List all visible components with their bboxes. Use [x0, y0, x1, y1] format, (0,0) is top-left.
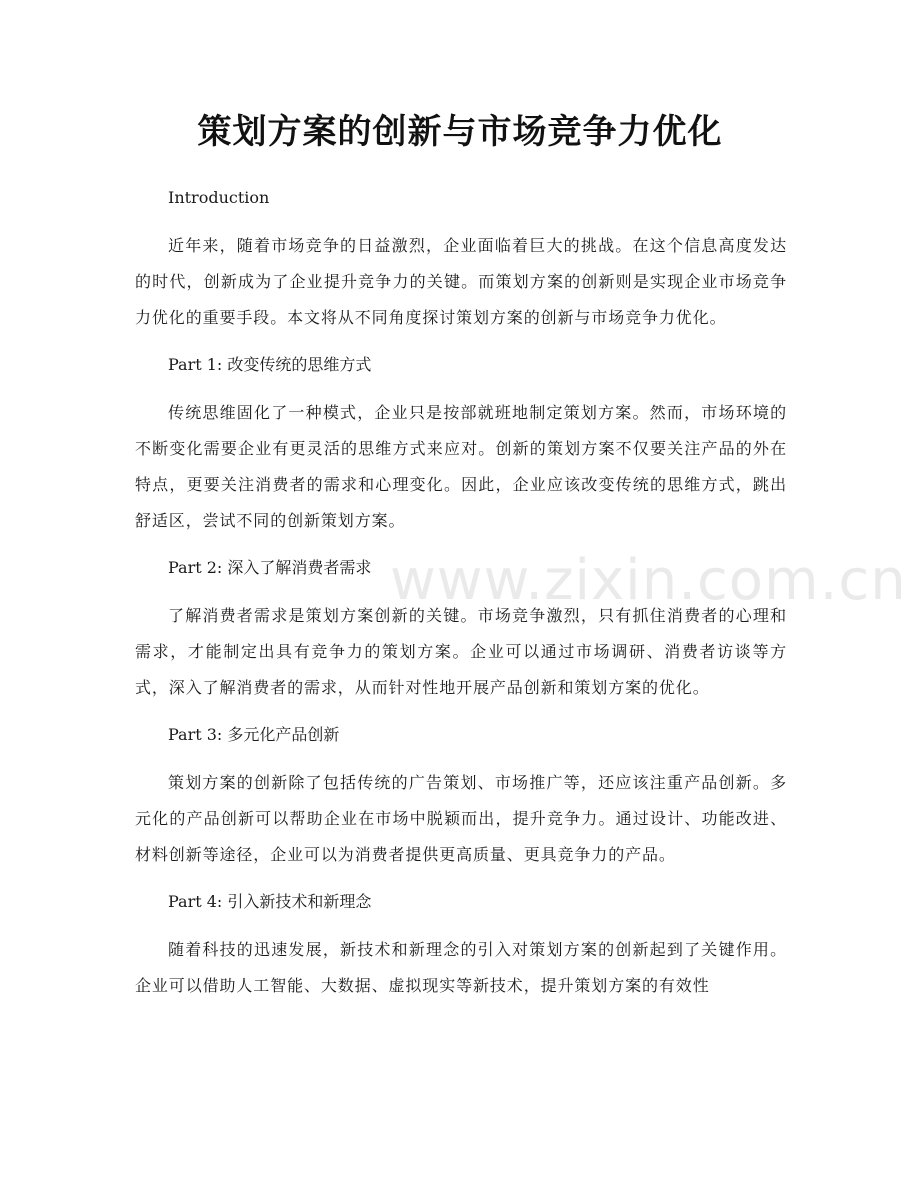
- section-heading: Part 1: 改变传统的思维方式: [168, 355, 372, 374]
- section-heading: Part 4: 引入新技术和新理念: [168, 892, 372, 911]
- section-heading: Part 3: 多元化产品创新: [168, 725, 340, 744]
- section-part-3: [135, 720, 787, 873]
- section-paragraph: 了解消费者需求是策划方案创新的关键。市场竞争激烈，只有抓住消费者的心理和需求，才能制定出具有竞争力的策划方案。企业可以通过市场调研、消费者访谈等方式，深入了解消费者的需求，从而针对性地开展产品创新和策划方案的优化。: [135, 606, 787, 697]
- section-part-2: [135, 553, 787, 706]
- section-paragraph: 近年来，随着市场竞争的日益激烈，企业面临着巨大的挑战。在这个信息高度发达的时代，创新成为了企业提升竞争力的关键。而策划方案的创新则是实现企业市场竞争力优化的重要手段。本文将从不同角度探讨策划方案的创新与市场竞争力优化。: [135, 236, 787, 327]
- section-paragraph: 传统思维固化了一种模式，企业只是按部就班地制定策划方案。然而，市场环境的不断变化需要企业有更灵活的思维方式来应对。创新的策划方案不仅要关注产品的外在特点，更要关注消费者的需求和心理变化。因此，企业应该改变传统的思维方式，跳出舒适区，尝试不同的创新策划方案。: [135, 403, 787, 530]
- section-heading: Introduction: [168, 188, 270, 207]
- watermark: www.zixin.com.cn: [390, 548, 907, 613]
- section-introduction: [135, 183, 787, 336]
- section-paragraph: 随着科技的迅速发展，新技术和新理念的引入对策划方案的创新起到了关键作用。企业可以借助人工智能、大数据、虚拟现实等新技术，提升策划方案的有效性: [135, 940, 787, 995]
- section-part-1: [135, 350, 787, 539]
- section-part-4: [135, 887, 787, 1004]
- document-body: [135, 183, 787, 1018]
- document-title: 策划方案的创新与市场竞争力优化: [197, 112, 723, 152]
- section-paragraph: 策划方案的创新除了包括传统的广告策划、市场推广等，还应该注重产品创新。多元化的产品创新可以帮助企业在市场中脱颖而出，提升竞争力。通过设计、功能改进、材料创新等途径，企业可以为消费者提供更高质量、更具竞争力的产品。: [135, 773, 787, 864]
- section-heading: Part 2: 深入了解消费者需求: [168, 558, 372, 577]
